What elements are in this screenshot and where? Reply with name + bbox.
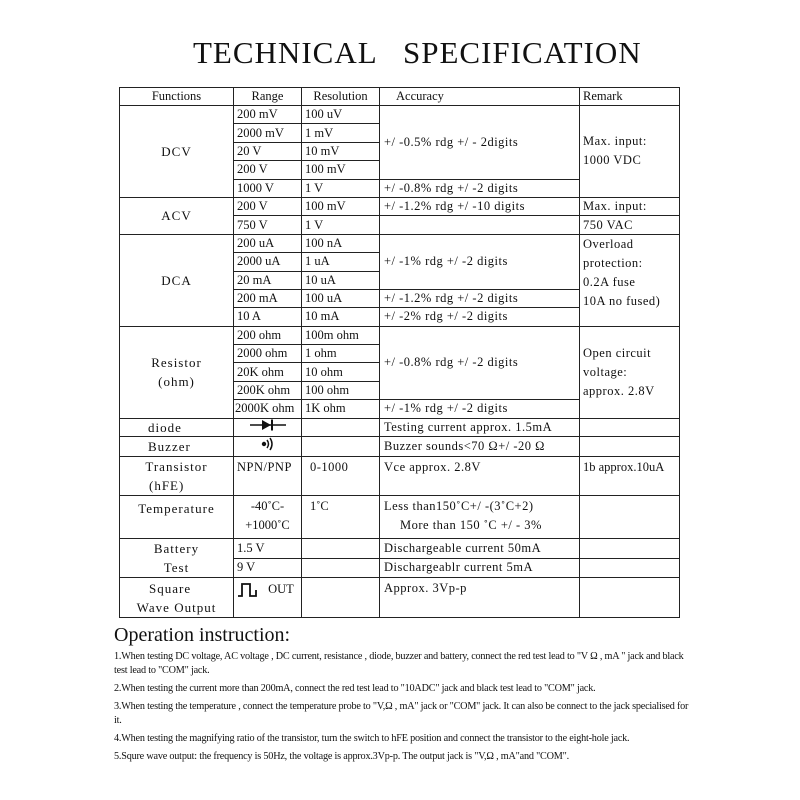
specification-table [119,87,680,618]
remark-cell: 750 VAC [580,216,680,234]
range-cell: 9 V [234,558,302,578]
remark-line: 1000 VDC [583,153,642,168]
header-resolution: Resolution [302,88,380,106]
function-line: Resistor [151,355,202,371]
range-cell: 20 V [234,142,302,160]
remark-cell-empty [580,558,680,578]
header-remark: Remark [580,88,680,106]
buzzer-sound-icon [234,437,302,457]
remark-line: approx. 2.8V [583,383,655,398]
table-row [120,496,680,539]
resolution-cell: 0-1000 [302,457,380,496]
accuracy-cell: +/ -1.2% rdg +/ -10 digits [380,197,580,215]
header-functions: Functions [120,88,234,106]
range-cell: 200 V [234,197,302,215]
resolution-cell-empty [302,437,380,457]
resolution-cell: 10 mA [302,308,380,326]
resolution-cell: 1 V [302,179,380,197]
resolution-cell: 100 ohm [302,381,380,399]
resolution-cell: 100 uV [302,106,380,124]
remark-line: Max. input: [583,134,647,149]
resolution-cell-empty [302,418,380,436]
range-cell: 10 A [234,308,302,326]
range-cell: 750 V [234,216,302,234]
range-cell: 200K ohm [234,381,302,399]
range-line: +1000˚C [245,518,290,533]
resolution-cell: 10 uA [302,271,380,289]
range-cell: NPN/PNP [234,457,302,496]
range-cell: 2000K ohm [234,400,302,418]
function-line: Battery [153,541,200,557]
function-dcv: DCV [120,106,234,198]
resolution-cell: 100 nA [302,234,380,252]
accuracy-cell: Buzzer sounds<70 Ω+/ -20 Ω [380,437,580,457]
resolution-cell: 100 mV [302,197,380,215]
list-item: 2.When testing the current more than 200mA, connect the red test lead to "10ADC" jack and black test lead to "COM" jack. [114,683,596,695]
remark-line: voltage: [583,364,628,379]
resolution-cell: 1 V [302,216,380,234]
function-resistor [120,326,234,418]
resolution-cell: 100 mV [302,161,380,179]
accuracy-cell: +/ -2% rdg +/ -2 digits [380,308,580,326]
resolution-cell: 1˚C [302,496,380,539]
range-cell: 200 uA [234,234,302,252]
table-row [120,197,680,215]
diode-symbol-icon [234,418,302,436]
resolution-cell: 100 uA [302,289,380,307]
accuracy-cell: +/ -1.2% rdg +/ -2 digits [380,289,580,307]
range-cell: 20K ohm [234,363,302,381]
header-range: Range [234,88,302,106]
list-item: 4.When testing the magnifying ratio of the transistor, turn the switch to hFE position and connect the transistor to the eight-hole jack. [114,733,630,745]
accuracy-cell: +/ -0.8% rdg +/ -2 digits [380,326,580,400]
table-row [120,437,680,457]
table-row [120,418,680,436]
title-technical: TECHNICAL [193,35,378,70]
accuracy-cell [380,496,580,539]
resolution-cell: 10 ohm [302,363,380,381]
list-item: 5.Squre wave output: the frequency is 50Hz, the voltage is approx.3Vp-p. The output jack is "V,Ω , mA"and "COM". [114,751,569,763]
accuracy-line: More than 150 ˚C +/ - 3% [400,518,542,533]
range-cell: 200 ohm [234,326,302,344]
remark-line: 0.2A fuse [583,274,636,289]
resolution-cell: 1 ohm [302,345,380,363]
function-transistor [120,457,234,496]
accuracy-cell: +/ -1% rdg +/ -2 digits [380,400,580,418]
table-row [120,106,680,124]
resolution-cell: 10 mV [302,142,380,160]
title-specification: SPECIFICATION [403,35,642,70]
resolution-cell: 100m ohm [302,326,380,344]
range-cell: 200 mA [234,289,302,307]
remark-cell-empty [580,496,680,539]
function-line: (hFE) [149,478,185,494]
table-row [120,234,680,252]
square-wave-icon [237,582,265,598]
function-line: Wave Output [136,600,217,616]
diode-svg [248,419,288,431]
remark-line: Open circuit [583,345,652,360]
table-row [120,578,680,618]
function-line: Square [149,581,192,597]
list-item: 3.When testing the temperature , connect the temperature probe to "V,Ω , mA" jack or "COM" jack. It can also be connect to the jack specialised for it. [114,701,689,727]
buzzer-svg [260,437,276,451]
accuracy-cell: Testing current approx. 1.5mA [380,418,580,436]
remark-dca [580,234,680,326]
header-accuracy: Accuracy [380,88,580,106]
range-cell: 200 mV [234,106,302,124]
remark-line: protection: [583,255,643,270]
range-cell: 200 V [234,161,302,179]
table-row [120,326,680,344]
function-temperature: Temperature [120,496,234,539]
resolution-cell-empty [302,558,380,578]
table-row [120,539,680,559]
range-cell: 2000 mV [234,124,302,142]
function-square-wave [120,578,234,618]
resolution-cell-empty [302,539,380,559]
remark-dcv [580,106,680,198]
resolution-cell-empty [302,578,380,618]
function-line: (ohm) [158,374,195,390]
remark-cell-empty [580,578,680,618]
accuracy-cell: Dischargeable current 50mA [380,539,580,559]
function-buzzer: Buzzer [120,437,234,457]
accuracy-cell: +/ -0.5% rdg +/ - 2digits [380,106,580,180]
table-header-row [120,88,680,106]
function-battery [120,539,234,578]
range-cell [234,578,302,618]
out-label: OUT [268,582,294,597]
accuracy-cell: +/ -0.8% rdg +/ -2 digits [380,179,580,197]
range-cell: 2000 ohm [234,345,302,363]
remark-line: 10A no fused) [583,293,661,308]
remark-cell-empty [580,418,680,436]
remark-cell-empty [580,437,680,457]
list-item: 1.When testing DC voltage, AC voltage , DC current, resistance , diode, buzzer and battery, connect the red test lead to "V Ω , mA " jack and black test lead to "COM" jack. [114,651,684,677]
range-cell: 1.5 V [234,539,302,559]
resolution-cell: 1 uA [302,253,380,271]
function-dca: DCA [120,234,234,326]
operation-list [114,650,694,768]
range-line: -40˚C- [250,499,285,514]
remark-line: Overload [583,236,634,251]
accuracy-cell-empty [380,216,580,234]
function-line: Test [163,560,190,576]
remark-resistor [580,326,680,418]
table-row [120,457,680,496]
operation-title: Operation instruction: [114,624,291,646]
range-cell: 1000 V [234,179,302,197]
remark-cell-empty [580,539,680,559]
range-cell: 20 mA [234,271,302,289]
page-title [0,35,800,81]
range-cell [234,496,302,539]
accuracy-cell: Dischargeablr current 5mA [380,558,580,578]
resolution-cell: 1K ohm [302,400,380,418]
accuracy-cell: Approx. 3Vp-p [380,578,580,618]
remark-cell: Max. input: [580,197,680,215]
accuracy-cell: +/ -1% rdg +/ -2 digits [380,234,580,289]
accuracy-cell: Vce approx. 2.8V [380,457,580,496]
resolution-cell: 1 mV [302,124,380,142]
function-line: Transistor [145,459,208,475]
accuracy-line: Less than150˚C+/ -(3˚C+2) [384,499,534,514]
range-cell: 2000 uA [234,253,302,271]
function-acv: ACV [120,197,234,234]
remark-cell: 1b approx.10uA [580,457,680,496]
function-diode: diode [120,418,234,436]
